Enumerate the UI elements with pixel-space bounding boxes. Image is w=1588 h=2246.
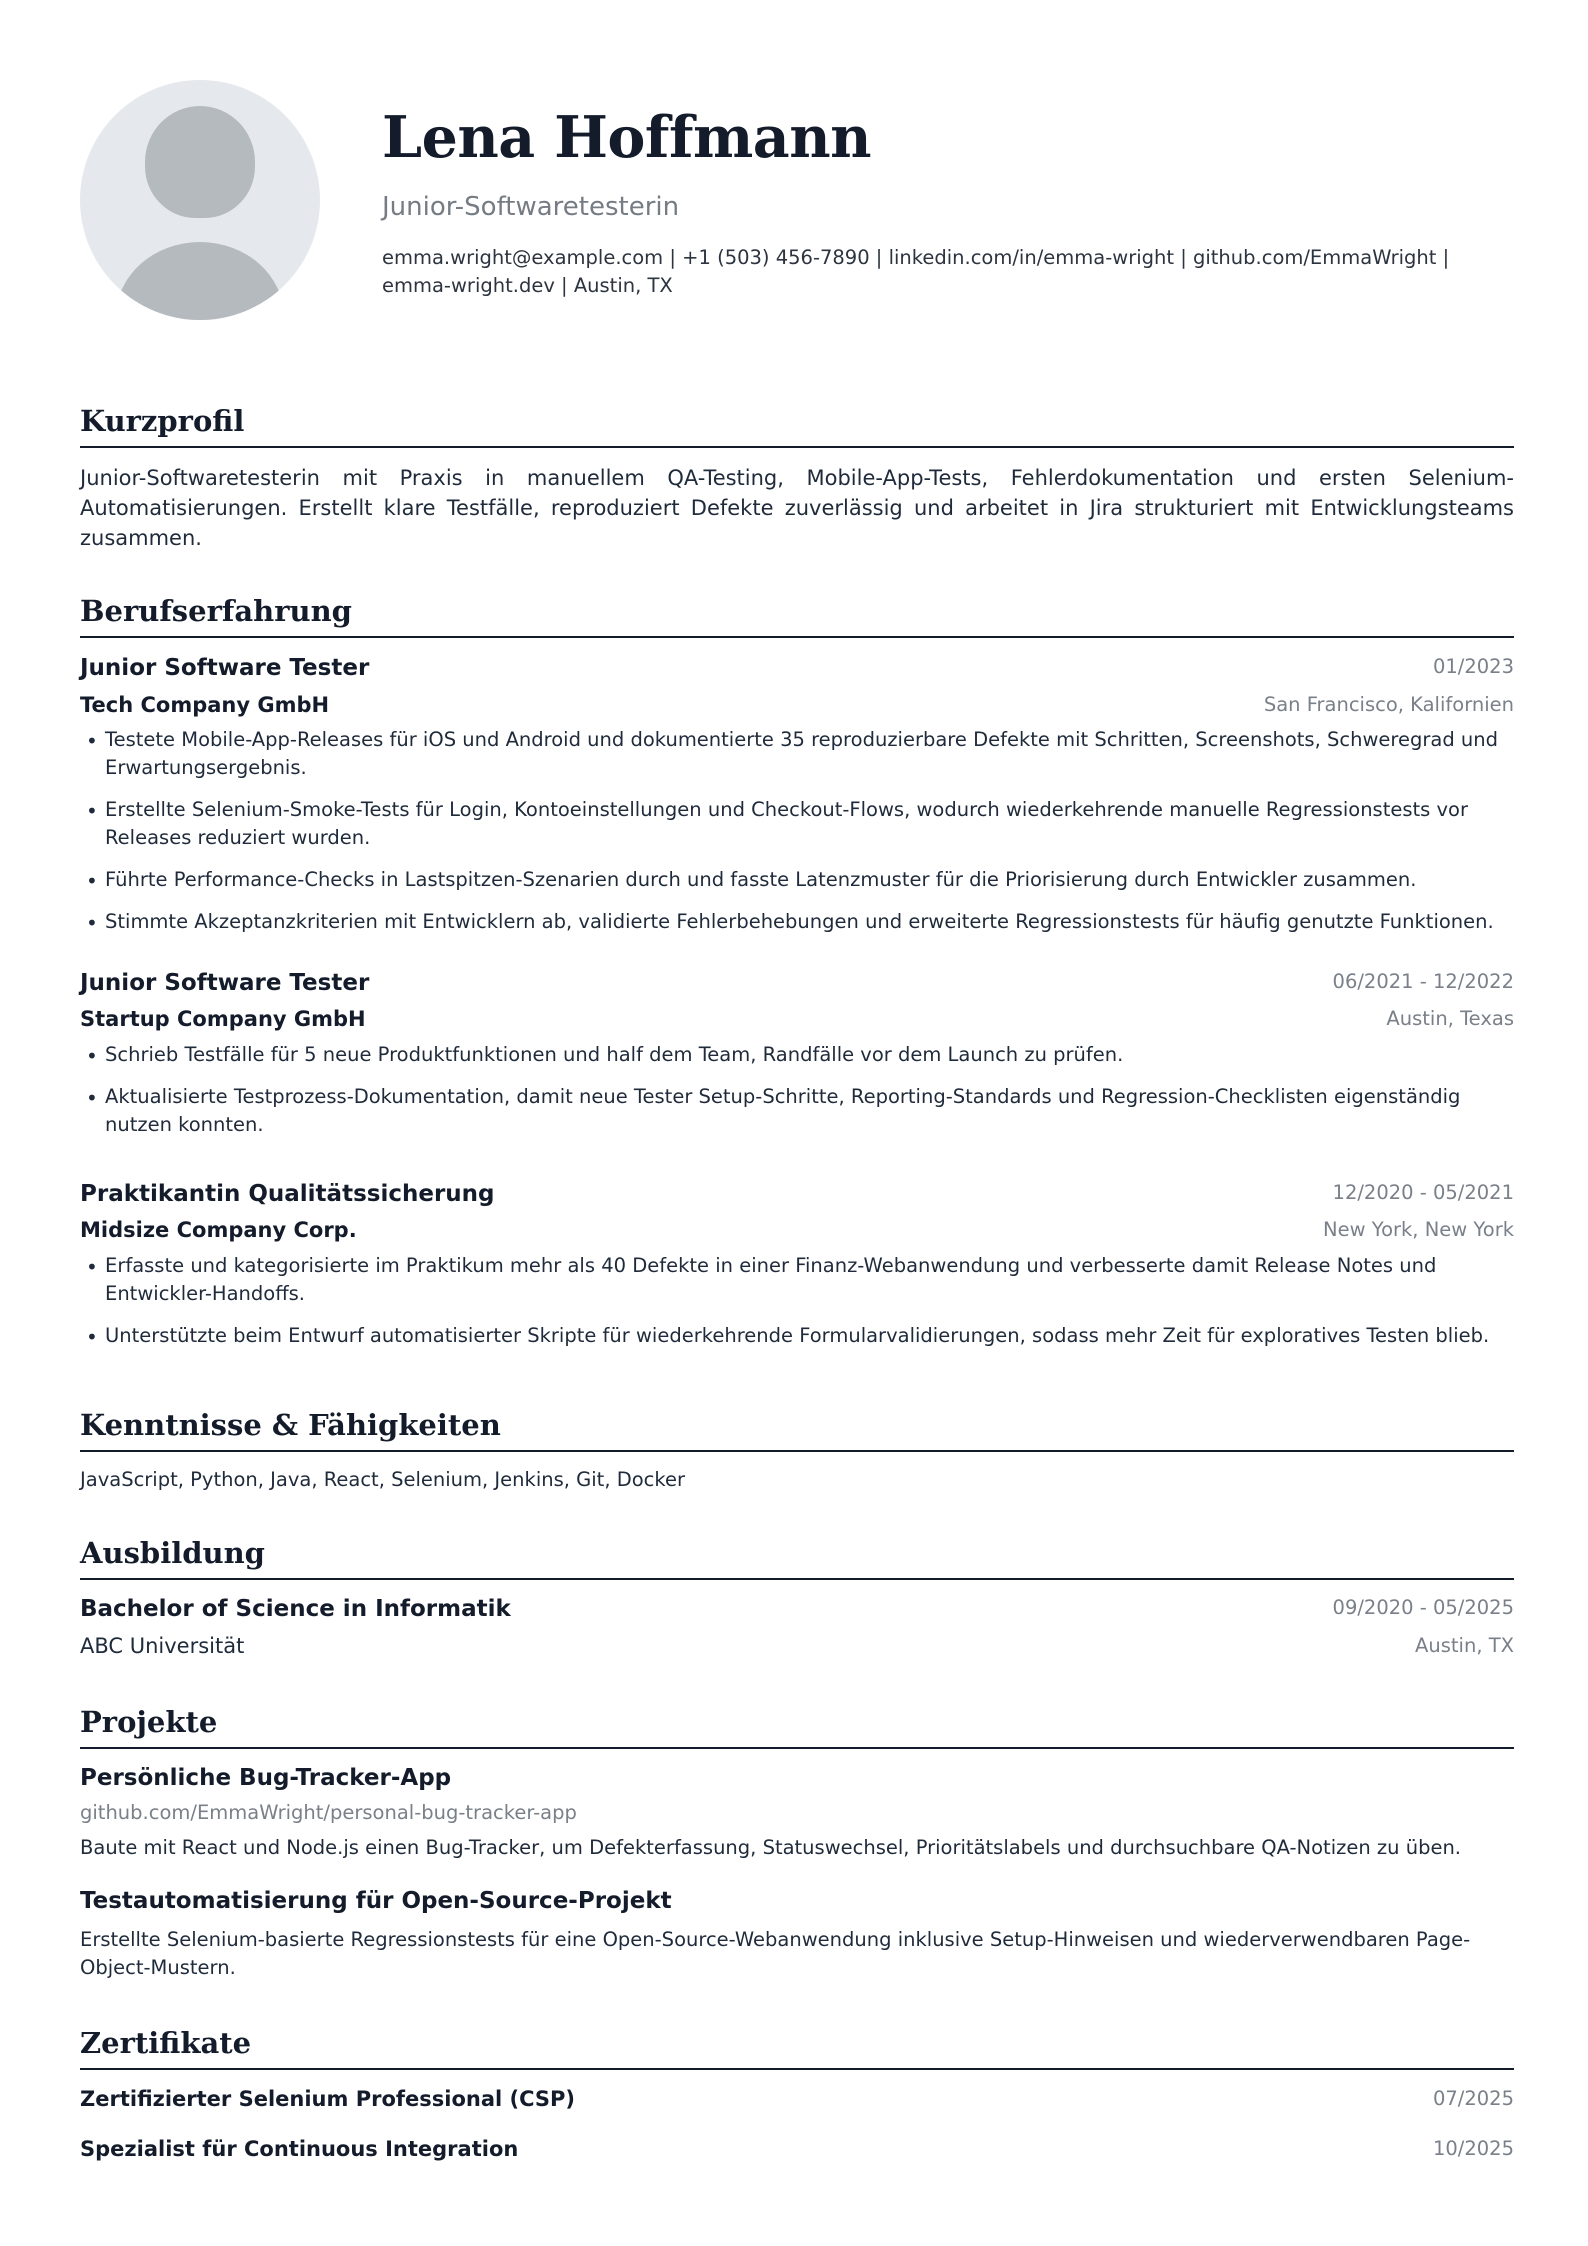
resume-header: [80, 80, 1514, 322]
job-1-date: 01/2023: [1432, 655, 1514, 678]
job-1-company: Tech Company GmbH: [80, 693, 330, 717]
education-date: 09/2020 - 05/2025: [1332, 1596, 1514, 1619]
project-1-link[interactable]: github.com/EmmaWright/personal-bug-tracker-app: [80, 1801, 577, 1824]
certificate-2-row: [80, 2137, 1514, 2167]
candidate-role: Junior-Softwaretesterin: [382, 192, 680, 222]
section-title-education: Ausbildung: [80, 1536, 1514, 1580]
resume-page: [80, 0, 1514, 2246]
job-3-company: Midsize Company Corp.: [80, 1218, 357, 1242]
profile-text: Junior-Softwaretesterin mit Praxis in manuellem QA-Testing, Mobile-App-Tests, Fehlerdokumentation und ersten Selenium-Automatisierungen. Erstellt klare Testfälle, reproduziert Defekte zuverlässig und arbeitet in Jira strukturiert mit Entwicklungsteams zusammen.: [80, 466, 1514, 550]
certificate-1-name: Zertifizierter Selenium Professional (CSP): [80, 2087, 576, 2111]
education-header: [80, 1596, 1514, 1626]
education-degree: Bachelor of Science in Informatik: [80, 1596, 511, 1622]
project-2-text: Erstellte Selenium-basierte Regressionstests für eine Open-Source-Webanwendung inklusive Setup-Hinweisen und wiederverwendbaren Page-Object-Mustern.: [80, 1928, 1471, 1979]
list-item: • Erstellte Selenium-Smoke-Tests für Login, Kontoeinstellungen und Checkout-Flows, wodurch wiederkehrende manuelle Regressionstests vor Releases reduziert wurden.: [80, 796, 1514, 852]
avatar-head-shape: [145, 106, 255, 218]
list-item: • Schrieb Testfälle für 5 neue Produktfunktionen und half dem Team, Randfälle vor dem Launch zu prüfen.: [80, 1041, 1514, 1069]
project-1-name: Persönliche Bug-Tracker-App: [80, 1765, 452, 1791]
job-2-location: Austin, Texas: [1386, 1007, 1514, 1030]
job-2-date: 06/2021 - 12/2022: [1332, 970, 1514, 993]
job-2-header: [80, 970, 1514, 1000]
job-3-title: Praktikantin Qualitätssicherung: [80, 1181, 495, 1207]
certificate-2-date: 10/2025: [1432, 2137, 1514, 2160]
job-1-title: Junior Software Tester: [80, 655, 370, 681]
project-1-text: Baute mit React und Node.js einen Bug-Tracker, um Defekterfassung, Statuswechsel, Prioritätslabels und durchsuchbare QA-Notizen zu üben.: [80, 1836, 1461, 1859]
certificate-2-name: Spezialist für Continuous Integration: [80, 2137, 519, 2161]
job-2-title: Junior Software Tester: [80, 970, 370, 996]
project-1-header: [80, 1765, 1514, 1795]
job-1-company-row: [80, 693, 1514, 723]
section-title-projects: Projekte: [80, 1705, 1514, 1749]
list-item: • Testete Mobile-App-Releases für iOS und Android und dokumentierte 35 reproduzierbare Defekte mit Schritten, Screenshots, Schweregrad und Erwartungsergebnis.: [80, 726, 1514, 782]
section-title-skills: Kenntnisse & Fähigkeiten: [80, 1408, 1514, 1452]
candidate-name: Lena Hoffmann: [382, 104, 872, 171]
project-2-name: Testautomatisierung für Open-Source-Projekt: [80, 1888, 672, 1914]
job-1-header: [80, 655, 1514, 685]
education-location: Austin, TX: [1415, 1634, 1514, 1657]
job-2-bullets: [80, 1041, 1514, 1153]
list-item: • Stimmte Akzeptanzkriterien mit Entwicklern ab, validierte Fehlerbehebungen und erweiterte Regressionstests für häufig genutzte Funktionen.: [80, 908, 1514, 936]
project-1-link-row: [80, 1801, 1514, 1831]
project-2-header: [80, 1888, 1514, 1918]
list-item: • Unterstützte beim Entwurf automatisierter Skripte für wiederkehrende Formularvalidierungen, sodass mehr Zeit für exploratives Testen blieb.: [80, 1322, 1514, 1350]
list-item: • Führte Performance-Checks in Lastspitzen-Szenarien durch und fasste Latenzmuster für die Priorisierung durch Entwickler zusammen.: [80, 866, 1514, 894]
job-3-header: [80, 1181, 1514, 1211]
list-item: • Erfasste und kategorisierte im Praktikum mehr als 40 Defekte in einer Finanz-Webanwendung und verbesserte damit Release Notes und Entwickler-Handoffs.: [80, 1252, 1514, 1308]
section-title-experience: Berufserfahrung: [80, 594, 1514, 638]
job-3-company-row: [80, 1218, 1514, 1248]
job-3-bullets: [80, 1252, 1514, 1364]
skills-text: JavaScript, Python, Java, React, Selenium, Jenkins, Git, Docker: [80, 1468, 686, 1491]
list-item: • Aktualisierte Testprozess-Dokumentation, damit neue Tester Setup-Schritte, Reporting-Standards und Regression-Checklisten eigenständig nutzen konnten.: [80, 1083, 1514, 1139]
section-title-profile: Kurzprofil: [80, 404, 1514, 448]
job-2-company: Startup Company GmbH: [80, 1007, 366, 1031]
contact-line: emma.wright@example.com | +1 (503) 456-7890 | linkedin.com/in/emma-wright | github.com/EmmaWright | emma-wright.dev | Austin, TX: [382, 246, 1450, 297]
certificate-1-date: 07/2025: [1432, 2087, 1514, 2110]
section-title-certificates: Zertifikate: [80, 2026, 1514, 2070]
avatar-body-shape: [116, 242, 284, 320]
job-3-location: New York, New York: [1323, 1218, 1514, 1241]
job-2-company-row: [80, 1007, 1514, 1037]
certificate-1-row: [80, 2087, 1514, 2117]
job-3-date: 12/2020 - 05/2021: [1332, 1181, 1514, 1204]
education-school: ABC Universität: [80, 1634, 245, 1658]
education-school-row: [80, 1634, 1514, 1664]
job-1-location: San Francisco, Kalifornien: [1263, 693, 1514, 716]
job-1-bullets: [80, 726, 1514, 950]
avatar-placeholder-icon: [80, 80, 320, 320]
